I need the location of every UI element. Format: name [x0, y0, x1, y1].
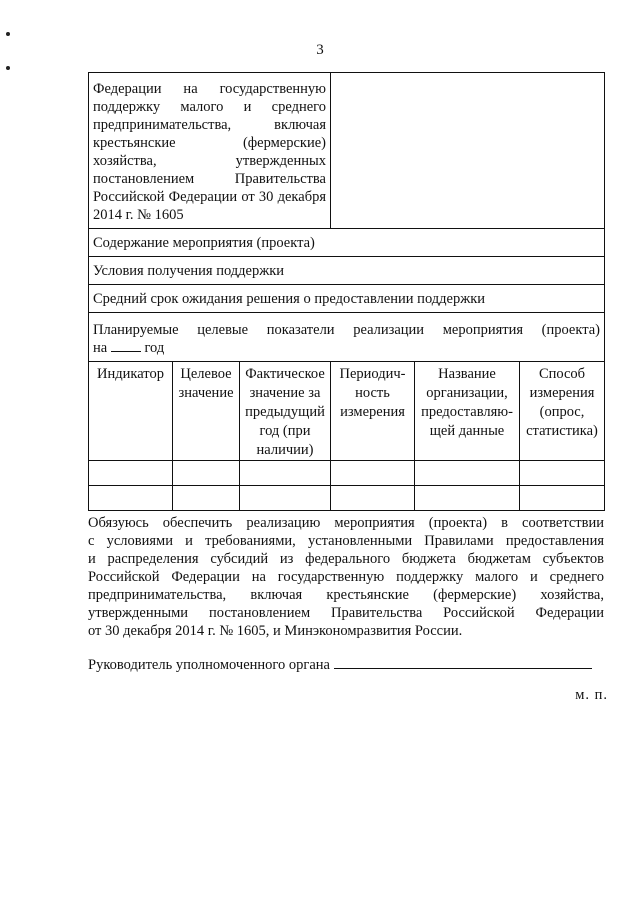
- table-cell[interactable]: [520, 486, 605, 511]
- commitment-line: с условиями и требованиями, установленными Правилами предоставления: [88, 533, 604, 549]
- application-form-table: [88, 72, 605, 511]
- indicators-year-suffix: год: [144, 340, 165, 356]
- top-cell-line: крестьянские (фермерские): [93, 135, 326, 151]
- page-number: 3: [316, 42, 324, 58]
- column-header: Название организации, предоставляю-щей данные: [415, 362, 520, 461]
- table-cell[interactable]: [89, 461, 173, 486]
- table-row-indicators-title: [89, 313, 605, 362]
- table-cell[interactable]: [173, 461, 240, 486]
- table-cell[interactable]: [331, 486, 415, 511]
- column-header: Целевое значение: [173, 362, 240, 461]
- commitment-line: предпринимательства, включая крестьянские (фермерские) хозяйства,: [88, 587, 604, 603]
- commitment-line: Российской Федерации на государственную поддержку малого и среднего: [88, 569, 604, 585]
- table-cell[interactable]: [89, 486, 173, 511]
- top-right-cell[interactable]: [331, 73, 605, 229]
- decision-waiting-time-field[interactable]: Средний срок ожидания решения о предоставлении поддержки: [89, 285, 605, 313]
- top-cell-line: хозяйства, утвержденных: [93, 153, 326, 169]
- signature-label: Руководитель уполномоченного органа: [88, 657, 330, 673]
- table-row: [89, 461, 605, 486]
- indicators-year-line: [93, 339, 600, 357]
- table-cell[interactable]: [415, 486, 520, 511]
- column-header: Фактическое значение за предыдущий год (при наличии): [240, 362, 331, 461]
- indicators-title-cell: [89, 313, 605, 362]
- column-header: Способ измерения (опрос, статистика): [520, 362, 605, 461]
- table-header-row: [89, 362, 605, 461]
- support-conditions-field[interactable]: Условия получения поддержки: [89, 257, 605, 285]
- year-blank-field[interactable]: [111, 339, 141, 352]
- commitment-paragraph: [88, 514, 604, 640]
- commitment-line: и распределения субсидий из федерального бюджета бюджетам субъектов: [88, 551, 604, 567]
- table-cell[interactable]: [520, 461, 605, 486]
- table-row-top: [89, 73, 605, 229]
- indicators-title: Планируемые целевые показатели реализации мероприятия (проекта): [93, 322, 600, 338]
- top-cell-line: предпринимательства, включая: [93, 117, 326, 133]
- indicators-year-prefix: на: [93, 340, 108, 356]
- commitment-line: утвержденными постановлением Правительства Российской Федерации: [88, 605, 604, 621]
- table-cell[interactable]: [173, 486, 240, 511]
- top-cell-line: Федерации на государственную: [93, 81, 326, 97]
- column-header: Индикатор: [89, 362, 173, 461]
- scan-mark-bottom: [6, 66, 10, 70]
- table-row: [89, 229, 605, 257]
- table-cell[interactable]: [415, 461, 520, 486]
- top-cell-line: 2014 г. № 1605: [93, 207, 184, 223]
- signature-block: [88, 654, 604, 674]
- top-cell-line: Российской Федерации от 30 декабря: [93, 189, 326, 205]
- table-cell[interactable]: [240, 461, 331, 486]
- signature-line[interactable]: [334, 654, 592, 669]
- project-content-field[interactable]: Содержание мероприятия (проекта): [89, 229, 605, 257]
- table-row: [89, 257, 605, 285]
- top-cell-line: поддержку малого и среднего: [93, 99, 326, 115]
- table-cell[interactable]: [331, 461, 415, 486]
- scan-mark-top: [6, 32, 10, 36]
- top-cell-line: постановлением Правительства: [93, 171, 326, 187]
- stamp-label: м. п.: [575, 687, 608, 703]
- commitment-line: от 30 декабря 2014 г. № 1605, и Минэкономразвития России.: [88, 623, 463, 639]
- column-header: Периодич-ность измерения: [331, 362, 415, 461]
- top-left-cell: [89, 73, 331, 229]
- table-cell[interactable]: [240, 486, 331, 511]
- commitment-line: Обязуюсь обеспечить реализацию мероприятия (проекта) в соответствии: [88, 515, 604, 531]
- table-row: [89, 285, 605, 313]
- table-row: [89, 486, 605, 511]
